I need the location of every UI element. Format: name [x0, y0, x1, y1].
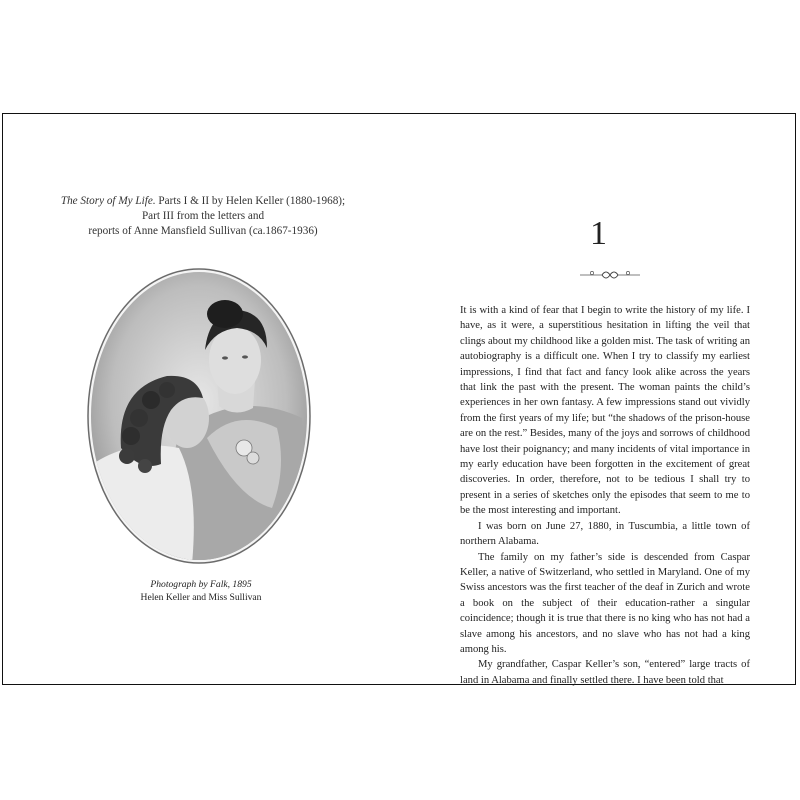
paragraph-4: My grandfather, Caspar Keller’s son, “entered” large tracts of land in Alabama and finally settled there. I have been told that — [460, 659, 750, 686]
portrait-photo — [87, 268, 311, 564]
left-page — [3, 114, 400, 684]
right-page — [400, 114, 797, 684]
paragraph-2: I was born on June 27, 1880, in Tuscumbia, a little town of northern Alabama. — [460, 520, 750, 548]
chapter-body-text — [460, 303, 750, 688]
caption-line-3: reports of Anne Mansfield Sullivan (ca.1867-1936) — [88, 225, 318, 237]
photo-caption — [101, 578, 301, 604]
flourish-ornament-icon — [578, 268, 642, 282]
paragraph-3: The family on my father’s side is descended from Caspar Keller, a native of Switzerland, who settled in Maryland. One of my Swiss ancestors was the first teacher of the deaf in Zurich and wrote a book on the subject of their education-rather a singular coincidence; though it is true that there is no king who has not had a slave among his ancestors, and no slave who has not had a king among his. — [460, 551, 750, 655]
photo-subject: Helen Keller and Miss Sullivan — [140, 592, 262, 603]
caption-line-1-rest: Parts I & II by Helen Keller (1880-1968); — [155, 195, 346, 207]
book-spread — [2, 113, 796, 685]
chapter-number: 1 — [590, 215, 607, 252]
paragraph-1: It is with a kind of fear that I begin to write the history of my life. I have, as it were, a superstitious hesitation in lifting the veil that clings about my childhood like a golden mist. The task of writing an autobiography is a difficult one. When I try to classify my earliest impressions, I find that fact and fancy look alike across the years that link the past with the present. The woman paints the child’s experiences in her own fantasy. A few impressions stand out vividly from the first years of my life; but “the shadows of the prison-house are on the rest.” Besides, many of the joys and sorrows of childhood have lost their poignancy; and many incidents of vital importance in my early education have been forgotten in the excitement of great discoveries. In order, therefore, not to be tedious I shall try to present in a series of sketches only the episodes that seem to me to be the most interesting and important. — [460, 305, 750, 517]
book-title: The Story of My Life. — [60, 195, 156, 207]
photo-credit: Photograph by Falk, 1895 — [150, 579, 252, 590]
frontispiece-caption — [43, 194, 363, 239]
caption-line-1 — [43, 194, 363, 209]
caption-line-2: Part III from the letters and — [141, 210, 265, 222]
